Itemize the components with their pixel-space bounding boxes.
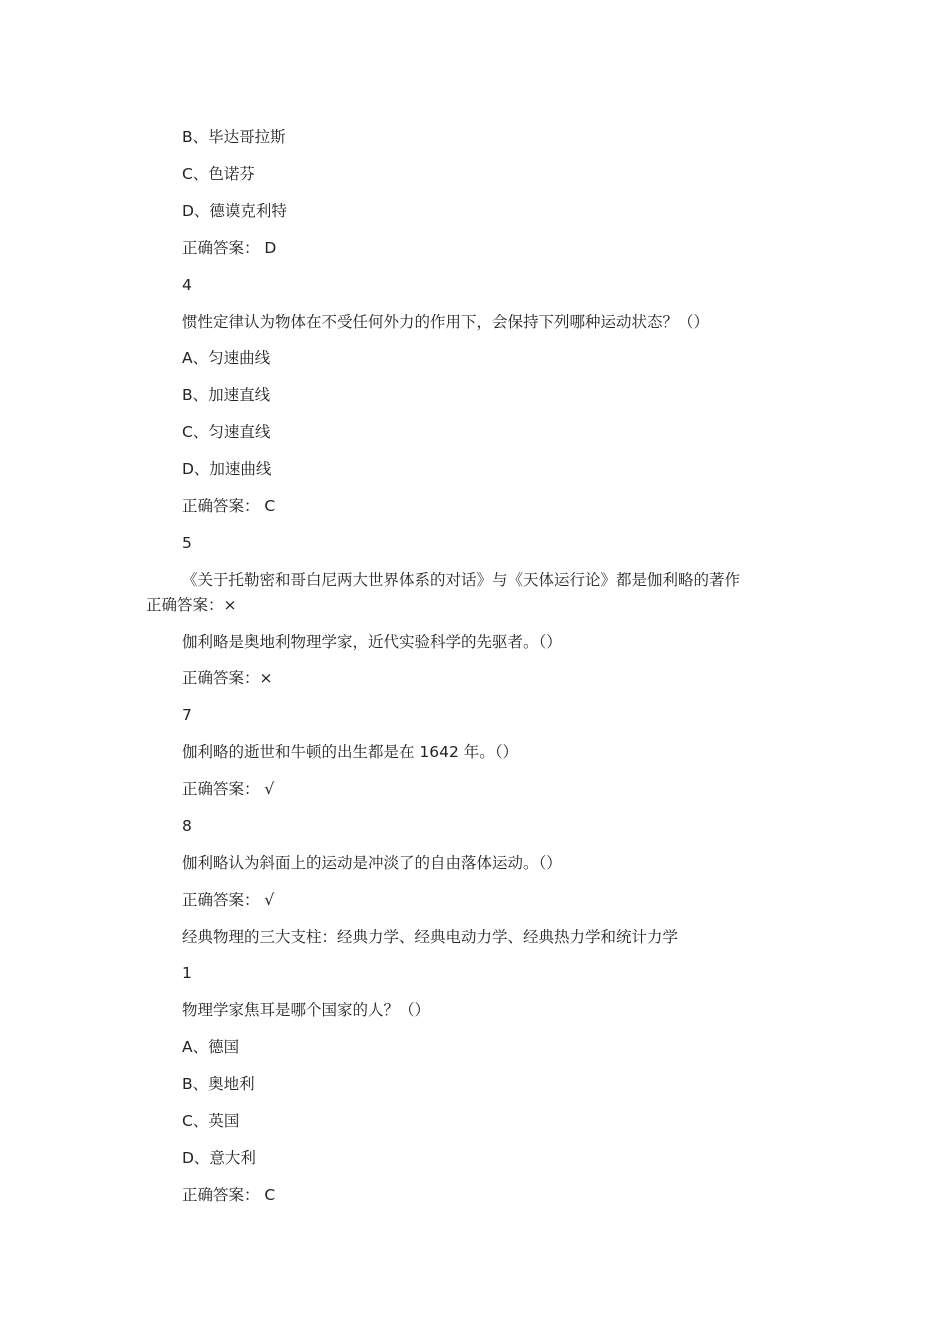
question-text: 惯性定律认为物体在不受任何外力的作用下，会保持下列哪种运动状态？（） bbox=[182, 313, 710, 331]
option-c: C、匀速直线 bbox=[182, 423, 271, 441]
option-d: D、意大利 bbox=[182, 1149, 256, 1167]
correct-answer: 正确答案： C bbox=[182, 1186, 276, 1204]
question-number: 1 bbox=[182, 964, 192, 982]
correct-answer: 正确答案： √ bbox=[182, 891, 275, 909]
correct-answer: 正确答案： D bbox=[182, 239, 277, 257]
question-text: 物理学家焦耳是哪个国家的人？（） bbox=[182, 1001, 431, 1019]
option-c: C、英国 bbox=[182, 1112, 240, 1130]
option-a: A、德国 bbox=[182, 1038, 240, 1056]
option-d: D、德谟克利特 bbox=[182, 202, 287, 220]
question-number: 8 bbox=[182, 817, 192, 835]
question-number: 5 bbox=[182, 534, 192, 552]
question-number: 4 bbox=[182, 276, 192, 294]
question-text: 伽利略认为斜面上的运动是冲淡了的自由落体运动。（） bbox=[182, 854, 562, 872]
option-d: D、加速曲线 bbox=[182, 460, 272, 478]
correct-answer: 正确答案： C bbox=[182, 497, 276, 515]
question-text: 《关于托勒密和哥白尼两大世界体系的对话》与《天体运行论》都是伽利略的著作 bbox=[182, 571, 741, 589]
section-title: 经典物理的三大支柱：经典力学、经典电动力学、经典热力学和统计力学 bbox=[182, 928, 679, 946]
question-text: 伽利略是奥地利物理学家，近代实验科学的先驱者。（） bbox=[182, 633, 562, 651]
option-b: B、奥地利 bbox=[182, 1075, 255, 1093]
option-b: B、加速直线 bbox=[182, 386, 271, 404]
correct-answer: 正确答案： √ bbox=[182, 780, 275, 798]
option-a: A、匀速曲线 bbox=[182, 349, 271, 367]
correct-answer: 正确答案：× bbox=[146, 596, 237, 614]
question-number: 7 bbox=[182, 706, 192, 724]
option-b: B、毕达哥拉斯 bbox=[182, 128, 286, 146]
option-c: C、色诺芬 bbox=[182, 165, 255, 183]
correct-answer: 正确答案：× bbox=[182, 669, 273, 687]
question-text: 伽利略的逝世和牛顿的出生都是在 1642 年。（） bbox=[182, 743, 519, 761]
